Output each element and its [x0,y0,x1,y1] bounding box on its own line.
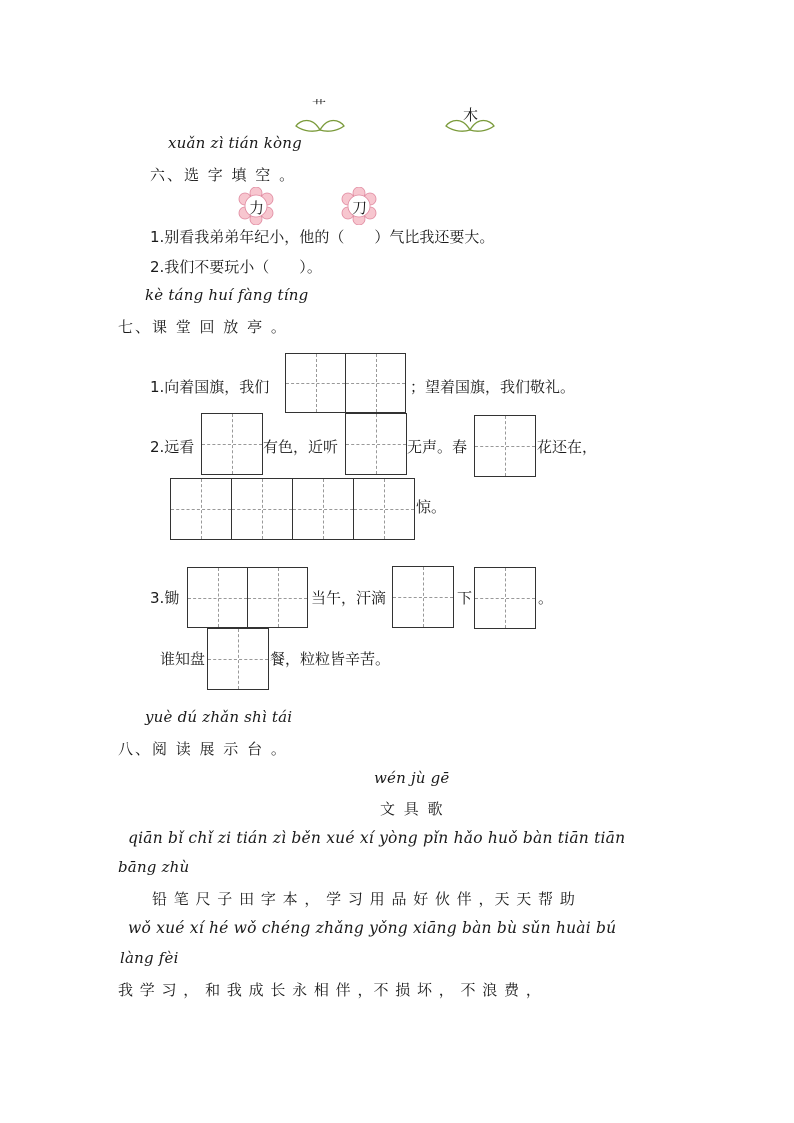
writing-box[interactable] [353,478,415,540]
section7-q2-mid2: 无声。春 [407,438,468,456]
option-char: 刀 [352,199,368,217]
writing-box[interactable] [474,415,536,477]
section7-q2-mid3: 花还在， [537,438,598,456]
leaf-decoration-2 [444,102,496,132]
leaf-decoration-1 [294,99,346,132]
section7-q3-mid2: 下 [457,589,473,607]
section7-pinyin: kè táng huí fàng tíng [145,286,309,304]
writing-box[interactable] [285,353,346,413]
option-flower-2[interactable] [340,187,378,225]
leaf-char: 木 [463,106,479,124]
section6-q1: 1.别看我弟弟年纪小，他的（ ）气比我还要大。 [150,228,495,246]
section6-title: 六、选 字 填 空 。 [150,166,297,184]
poem-title: 文 具 歌 [380,800,445,818]
section7-q2-prefix: 2.远看 [150,438,195,456]
writing-box[interactable] [474,567,536,629]
poem-line2-pinyin-cont: làng fèi [120,949,179,967]
writing-box[interactable] [392,566,454,628]
leaf-char: 艹 [312,99,326,115]
writing-box[interactable] [231,478,293,540]
section6-pinyin: xuǎn zì tián kòng [168,134,302,152]
section8-title: 八、阅 读 展 示 台 。 [118,740,288,758]
writing-box[interactable] [345,413,407,475]
section7-q2-end: 惊。 [416,498,447,516]
section7-q3-end: 。 [538,589,554,607]
option-flower-1[interactable] [237,187,275,225]
writing-box[interactable] [345,353,406,413]
section6-q2: 2.我们不要玩小（ ）。 [150,258,322,276]
poem-title-pinyin: wén jù gē [374,769,450,787]
poem-line2-text: 我 学 习 ， 和 我 成 长 永 相 伴 ，不 损 坏 ， 不 浪 费 ， [118,981,542,999]
section7-q1-prefix: 1.向着国旗，我们 [150,378,270,396]
section7-q2-mid1: 有色，近听 [263,438,339,456]
poem-line1-pinyin: qiān bǐ chǐ zi tián zì běn xué xí yòng pǐn hǎo huǒ bàn tiān tiān [128,829,626,847]
writing-box[interactable] [201,413,263,475]
writing-box[interactable] [170,478,232,540]
section8-pinyin: yuè dú zhǎn shì tái [145,708,293,726]
poem-line2-pinyin: wǒ xué xí hé wǒ chéng zhǎng yǒng xiāng bàn bù sǔn huài bú [128,919,617,937]
poem-line1-text: 铅 笔 尺 子 田 字 本 ， 学 习 用 品 好 伙 伴 ，天 天 帮 助 [152,890,576,908]
writing-box[interactable] [207,628,269,690]
writing-box[interactable] [187,567,248,628]
option-char: 力 [249,199,265,217]
section7-q3-line2-prefix: 谁知盘 [160,650,206,668]
section7-title: 七、课 堂 回 放 亭 。 [118,318,288,336]
writing-box[interactable] [247,567,308,628]
section7-q3-mid1: 当午，汗滴 [311,589,387,607]
section7-q3-line2-suffix: 餐，粒粒皆辛苦。 [270,650,391,668]
section7-q1-suffix: ；望着国旗，我们敬礼。 [410,378,576,396]
poem-line1-pinyin-cont: bāng zhù [118,858,190,876]
writing-box[interactable] [292,478,354,540]
section7-q3-prefix: 3.锄 [150,589,180,607]
